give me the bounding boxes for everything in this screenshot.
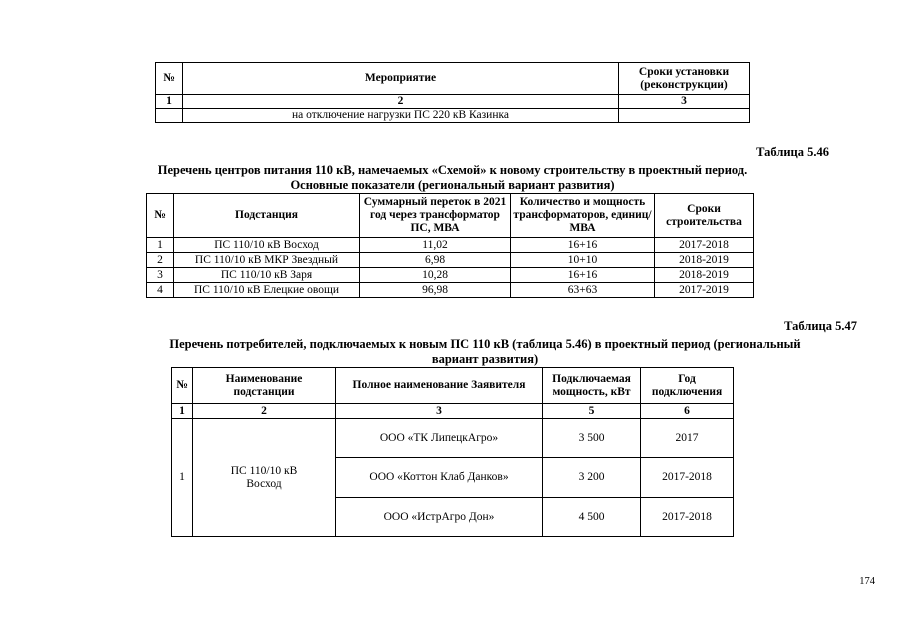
cell: 4 [147, 283, 174, 298]
numbering-cell: 2 [183, 95, 619, 109]
table-subtitle: вариант развития) [431, 352, 539, 366]
cell: 1 [147, 238, 174, 253]
table-label: Таблица 5.46 [756, 145, 829, 159]
header-cell: Год подключения [641, 368, 734, 404]
numbering-cell: 2 [193, 404, 336, 419]
header-cell: Количество и мощность трансформаторов, единиц/МВА [511, 194, 655, 238]
header-cell: Суммарный переток в 2021 год через трансформатор ПС, МВА [360, 194, 511, 238]
header-cell: Подстанция [174, 194, 360, 238]
cell: 4 500 [543, 498, 641, 537]
cell: 10,28 [360, 268, 511, 283]
cell: 2017-2019 [655, 283, 754, 298]
cell: на отключение нагрузки ПС 220 кВ Казинка [183, 109, 619, 123]
substation-cell [193, 419, 336, 537]
cell: 3 200 [543, 458, 641, 498]
cell: ООО «ТК ЛипецкАгро» [336, 419, 543, 458]
table-title: Перечень потребителей, подключаемых к новым ПС 110 кВ (таблица 5.46) в проектный период (региональный [169, 337, 801, 351]
numbering-cell: 3 [619, 95, 750, 109]
cell: ООО «Коттон Клаб Данков» [336, 458, 543, 498]
cell: 10+10 [511, 253, 655, 268]
cell: 63+63 [511, 283, 655, 298]
header-cell: Полное наименование Заявителя [336, 368, 543, 404]
cell: 2017-2018 [655, 238, 754, 253]
cell: 16+16 [511, 268, 655, 283]
numbering-cell: 1 [172, 404, 193, 419]
cell: 6,98 [360, 253, 511, 268]
cell: 2017-2018 [641, 458, 734, 498]
table-row [156, 109, 750, 123]
table-subtitle: Основные показатели (региональный вариант развития) [290, 178, 615, 192]
cell: 3 500 [543, 419, 641, 458]
table-5-47 [171, 367, 734, 537]
cell [619, 109, 750, 123]
page-number: 174 [859, 576, 875, 587]
table-row [172, 419, 734, 458]
cell: ПС 110/10 кВ Заря [174, 268, 360, 283]
header-cell: № [147, 194, 174, 238]
numbering-cell: 6 [641, 404, 734, 419]
numbering-cell: 1 [156, 95, 183, 109]
header-cell: Сроки строительства [655, 194, 754, 238]
cell: 2018-2019 [655, 253, 754, 268]
header-cell: Мероприятие [183, 63, 619, 95]
cell: ПС 110/10 кВ МКР Звездный [174, 253, 360, 268]
cell: 3 [147, 268, 174, 283]
table-row [147, 253, 754, 268]
header-cell: Сроки установки (реконструкции) [619, 63, 750, 95]
table-row [147, 238, 754, 253]
cell: 2017-2018 [641, 498, 734, 537]
cell: 2017 [641, 419, 734, 458]
cell: ПС 110/10 кВ Восход [174, 238, 360, 253]
header-cell: № [156, 63, 183, 95]
cell: 11,02 [360, 238, 511, 253]
table-row [147, 268, 754, 283]
numbering-cell: 5 [543, 404, 641, 419]
group-number-cell: 1 [172, 419, 193, 537]
numbering-cell: 3 [336, 404, 543, 419]
cell: 2018-2019 [655, 268, 754, 283]
table-continuation [155, 62, 750, 123]
substation-name: ПС 110/10 кВ Восход [230, 464, 298, 490]
cell [156, 109, 183, 123]
header-cell: Подключаемая мощность, кВт [543, 368, 641, 404]
cell: 16+16 [511, 238, 655, 253]
table-label: Таблица 5.47 [784, 319, 857, 333]
header-cell: № [172, 368, 193, 404]
table-row [147, 283, 754, 298]
cell: 2 [147, 253, 174, 268]
table-title: Перечень центров питания 110 кВ, намечаемых «Схемой» к новому строительству в проектный период. [157, 163, 748, 177]
cell: 96,98 [360, 283, 511, 298]
cell: ООО «ИстрАгро Дон» [336, 498, 543, 537]
header-cell: Наименование подстанции [193, 368, 336, 404]
table-5-46 [146, 193, 754, 298]
cell: ПС 110/10 кВ Елецкие овощи [174, 283, 360, 298]
